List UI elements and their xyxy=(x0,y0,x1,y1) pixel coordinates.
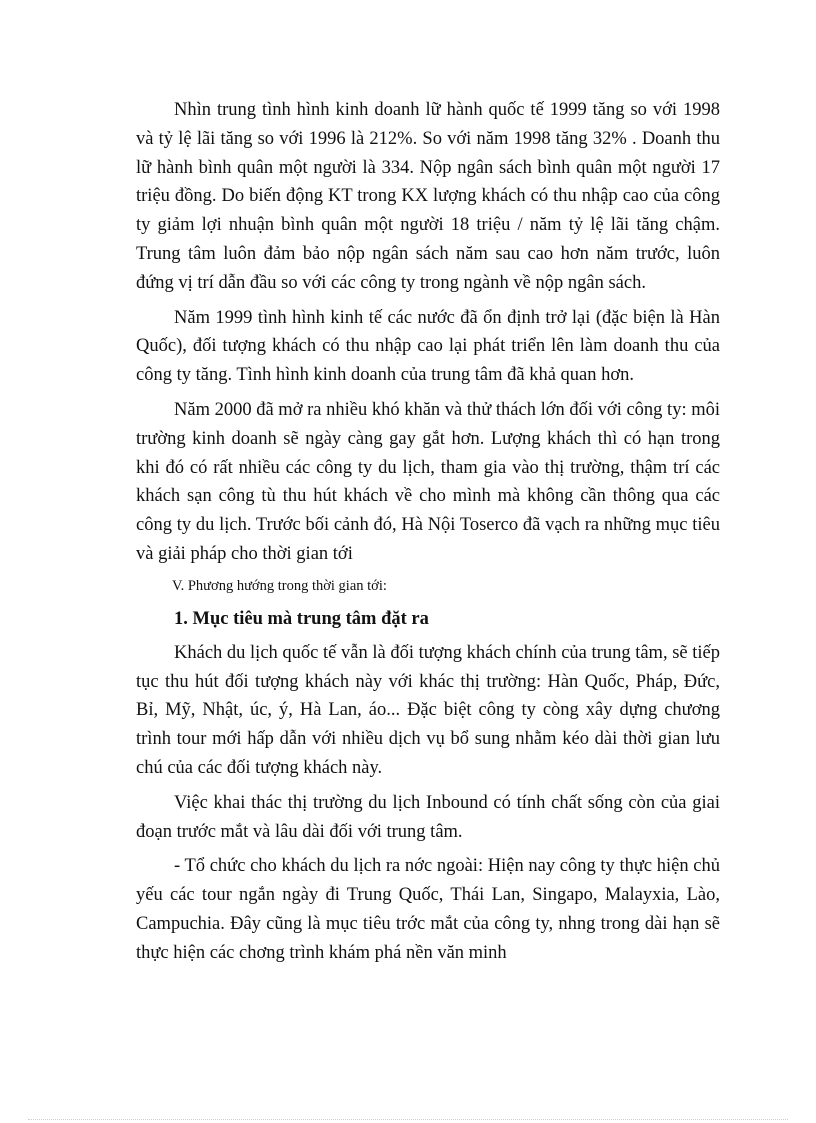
paragraph-challenges-2000: Năm 2000 đã mở ra nhiều khó khăn và thử thách lớn đối với công ty: môi trường kinh doanh sẽ ngày càng gay gắt hơn. Lượng khách thì có hạn trong khi đó có rất nhiều các công ty du lịch, tham gia vào thị trường, thậm trí các khách sạn công tù thu hút khách về cho mình mà không cần thông qua các công ty du lịch. Trước bối cảnh đó, Hà Nội Toserco đã vạch ra những mục tiêu và giải pháp cho thời gian tới xyxy=(136,399,720,564)
paragraph-business-summary-1999: Nhìn trung tình hình kinh doanh lữ hành quốc tế 1999 tăng so với 1998 và tỷ lệ lãi tăng so với 1996 là 212%. So với năm 1998 tăng 32% . Doanh thu lữ hành bình quân một người là 334. Nộp ngân sách bình quân một người 17 triệu đồng. Do biến động KT trong KX lượng khách có thu nhập cao của công ty giảm lợi nhuận bình quân một người 18 triệu / năm tỷ lệ lãi tăng chậm. Trung tâm luôn đảm bảo nộp ngân sách năm sau cao hơn năm trước, luôn đứng vị trí dẫn đầu so với các công ty trong ngành về nộp ngân sách. xyxy=(136,100,720,293)
paragraph-international-tourists: Khách du lịch quốc tế vẫn là đối tượng khách chính của trung tâm, sẽ tiếp tục thu hút đối tượng khách này với khác thị trường: Hàn Quốc, Pháp, Đức, Bỉ, Mỹ, Nhật, úc, ý, Hà Lan, áo... Đặc biệt công ty còng xây dựng chương trình tour mới hấp dẫn với nhiều dịch vụ bổ sung nhằm kéo dài thời gian lưu chú của các đối tượng khách này. xyxy=(136,642,720,778)
page-bottom-divider xyxy=(28,1119,788,1120)
paragraph-outbound-tours: - Tổ chức cho khách du lịch ra nớc ngoài: Hiện nay công ty thực hiện chủ yếu các tour ngắn ngày đi Trung Quốc, Thái Lan, Singapo, Malayxia, Lào, Campuchia. Đây cũng là mục tiêu trớc mắt của công ty, nhng trong dài hạn sẽ thực hiện các chơng trình khám phá nền văn minh xyxy=(136,856,720,963)
paragraph-economic-recovery-1999: Năm 1999 tình hình kinh tế các nước đã ổn định trở lại (đặc biện là Hàn Quốc), đối tượng khách có thu nhập cao lại phát triển lên làm doanh thu của công ty tăng. Tình hình kinh doanh của trung tâm đã khả quan hơn. xyxy=(136,307,720,386)
section-heading: V. Phương hướng trong thời gian tới: xyxy=(172,577,387,594)
paragraph-inbound-market: Việc khai thác thị trường du lịch Inbound có tính chất sống còn của giai đoạn trước mắt và lâu dài đối với trung tâm. xyxy=(136,792,720,842)
document-page xyxy=(136,96,720,974)
subsection-heading: 1. Mục tiêu mà trung tâm đặt ra xyxy=(174,608,429,629)
